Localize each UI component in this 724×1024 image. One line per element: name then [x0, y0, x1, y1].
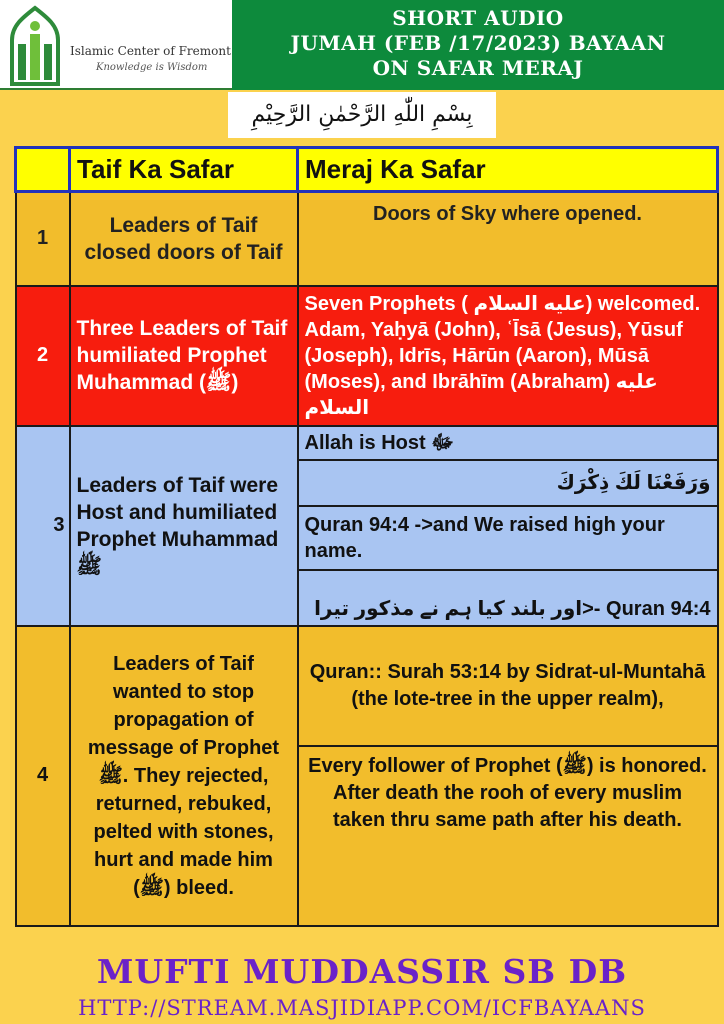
table-header-row — [16, 148, 718, 192]
logo-name: Islamic Center of Fremont — [70, 44, 231, 58]
table-row — [16, 192, 718, 286]
header-cell-number — [16, 148, 70, 192]
taif-cell: Leaders of Taif were Host and humiliated Prophet Muhammad ﷺ — [70, 426, 298, 626]
icf-logo-icon — [4, 4, 66, 86]
taif-cell: Leaders of Taif closed doors of Taif — [70, 192, 298, 286]
comparison-table — [14, 146, 719, 927]
logo-tagline: Knowledge is Wisdom — [96, 62, 208, 73]
table-row — [16, 286, 718, 426]
meraj-cell: Allah is Host ﷻ — [298, 426, 718, 460]
table-row — [16, 626, 718, 746]
meraj-cell-arabic: وَرَفَعْنَا لَكَ ذِكْرَكَ — [298, 460, 718, 506]
speaker-name: MUFTI MUDDASSIR SB DB — [96, 952, 628, 991]
row-number: 4 — [16, 626, 70, 926]
header-title-line: SHORT AUDIO — [392, 6, 564, 30]
taif-cell: Leaders of Taif wanted to stop propagation of message of Prophet ﷺ. They rejected, returned, rebuked, pelted with stones, hurt and made him (ﷺ) bleed. — [70, 626, 298, 926]
header-title-line: ON SAFAR MERAJ — [372, 56, 584, 80]
icf-logo — [0, 0, 232, 90]
stream-url[interactable]: HTTP://STREAM.MASJIDIAPP.COM/ICFBAYAANS — [78, 996, 646, 1020]
meraj-cell: Quran 94:4 ->and We raised high your name. — [298, 506, 718, 570]
meraj-cell: Seven Prophets ( عليه السلام) welcomed. Adam, Yaḥyā (John), ʿĪsā (Jesus), Yūsuf (Joseph), Idrīs, Hārūn (Aaron), Mūsā (Moses), and Ibrāhīm (Abraham) عليه السلام — [298, 286, 718, 426]
bismillah-calligraphy: بِسْمِ اللّٰهِ الرَّحْمٰنِ الرَّحِيْمِ — [228, 92, 496, 138]
row-number: 2 — [16, 286, 70, 426]
table-row — [16, 426, 718, 460]
meraj-cell: Quran:: Surah 53:14 by Sidrat-ul-Muntahā (the lote-tree in the upper realm), — [298, 626, 718, 746]
header-cell-meraj: Meraj Ka Safar — [298, 148, 718, 192]
header-cell-taif: Taif Ka Safar — [70, 148, 298, 192]
row-number: 1 — [16, 192, 70, 286]
row-number: 3 — [16, 426, 70, 626]
header-title-line: JUMAH (FEB /17/2023) BAYAAN — [290, 31, 666, 55]
header-title-block — [232, 0, 724, 90]
taif-cell: Three Leaders of Taif humiliated Prophet Muhammad (ﷺ) — [70, 286, 298, 426]
meraj-cell-urdu: Quran 94:4 -<اور بلند کیا ہم نے مذکور تیرا — [298, 570, 718, 626]
meraj-cell: Doors of Sky where opened. — [298, 192, 718, 286]
meraj-cell: Every follower of Prophet (ﷺ) is honored. After death the rooh of every muslim taken thru same path after his death. — [298, 746, 718, 926]
